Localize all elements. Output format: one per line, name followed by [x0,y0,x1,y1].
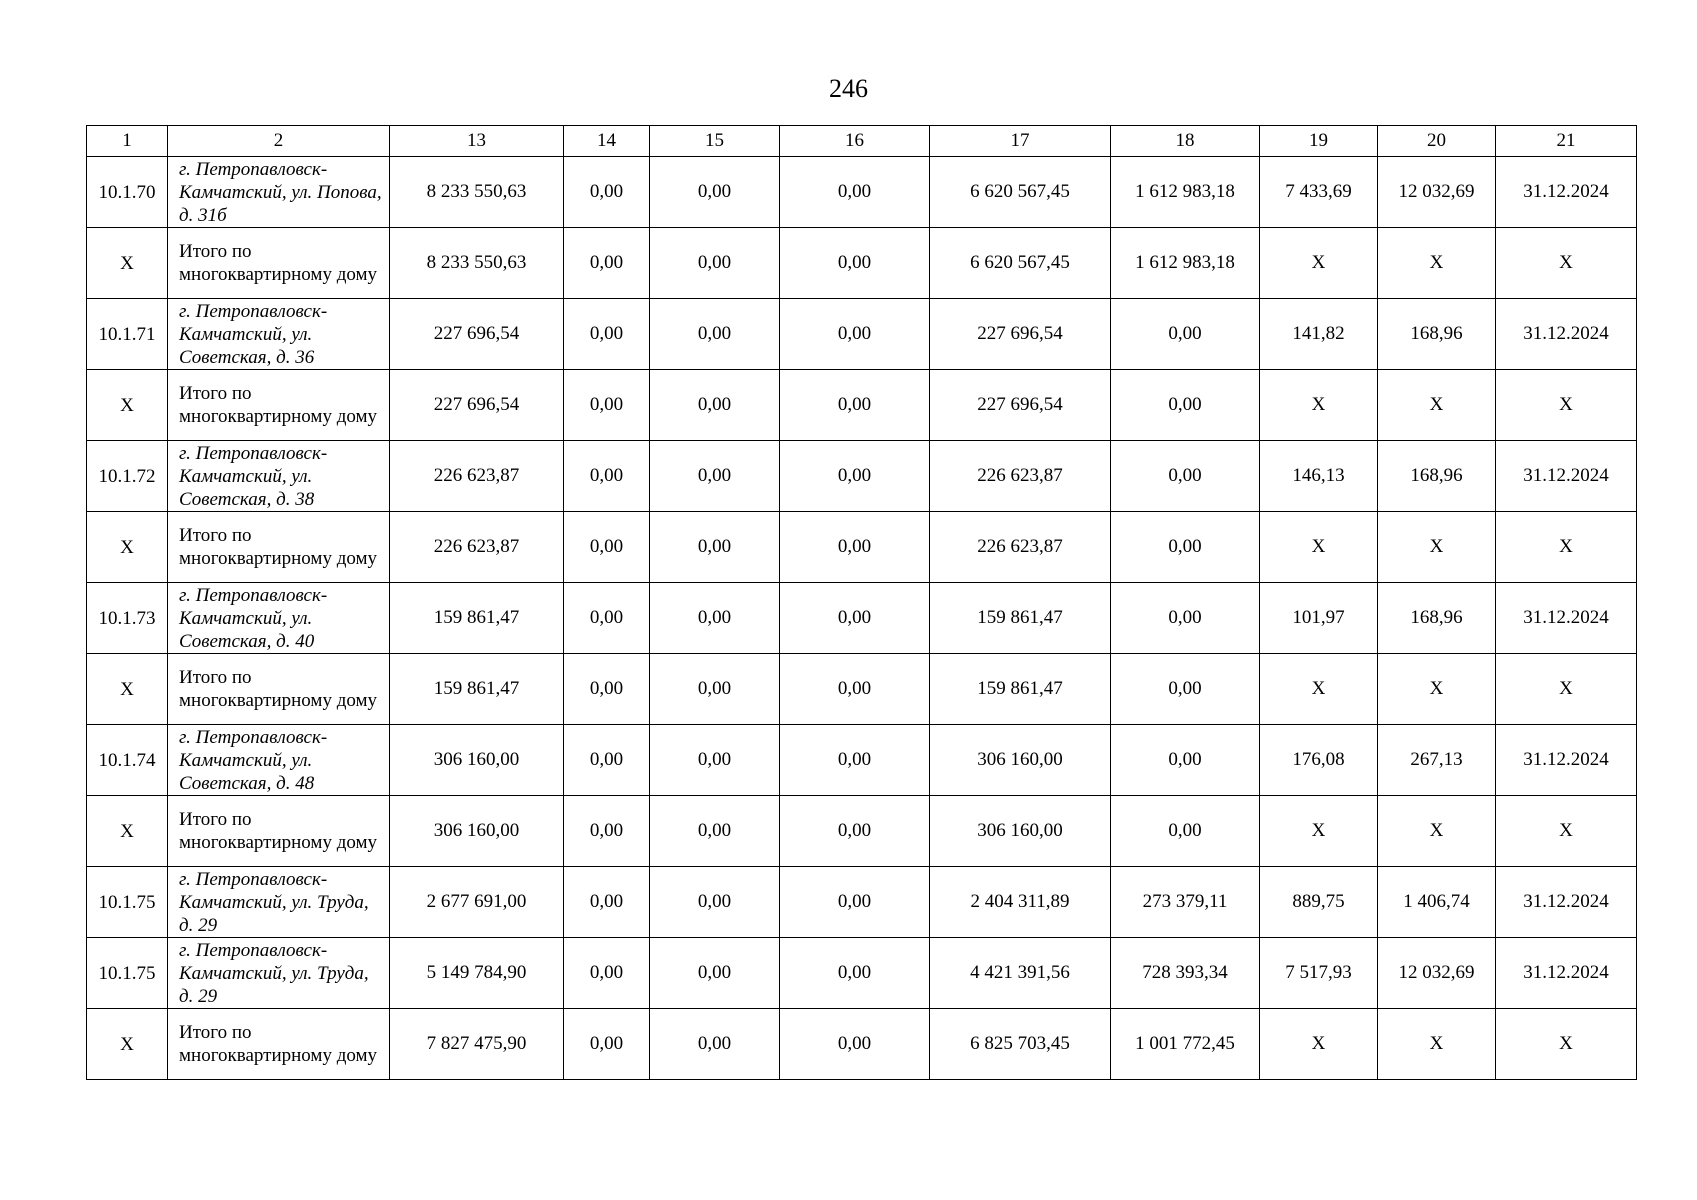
cell-col-1-number: 10.1.74 [87,725,168,796]
cell-col-20: Х [1378,512,1496,583]
cell-col-20: 267,13 [1378,725,1496,796]
cell-col-17: 227 696,54 [930,299,1111,370]
cell-col-1-number: Х [87,512,168,583]
cell-col-18: 0,00 [1111,796,1260,867]
cell-col-18: 0,00 [1111,299,1260,370]
cell-col-14: 0,00 [564,157,650,228]
cell-col-13: 5 149 784,90 [390,938,564,1009]
cell-col-18: 0,00 [1111,512,1260,583]
cell-col-14: 0,00 [564,228,650,299]
cell-col-14: 0,00 [564,867,650,938]
cell-col-13: 226 623,87 [390,441,564,512]
cell-col-20: 12 032,69 [1378,938,1496,1009]
header-cell-col-17: 17 [930,126,1111,157]
header-cell-col-13: 13 [390,126,564,157]
cell-col-2-address: Итого по многоквартирному дому [168,796,390,867]
cell-col-21: 31.12.2024 [1496,157,1637,228]
table-row [87,299,1637,370]
cell-col-14: 0,00 [564,441,650,512]
cell-col-13: 306 160,00 [390,725,564,796]
cell-col-16: 0,00 [780,583,930,654]
header-cell-col-21: 21 [1496,126,1637,157]
cell-col-2-address: г. Петропавловск-Камчатский, ул. Труда, д. 29 [168,938,390,1009]
cell-col-14: 0,00 [564,938,650,1009]
cell-col-2-address: г. Петропавловск-Камчатский, ул. Советская, д. 48 [168,725,390,796]
cell-col-1-number: 10.1.75 [87,867,168,938]
table-row [87,725,1637,796]
total-row [87,228,1637,299]
cell-col-18: 1 612 983,18 [1111,157,1260,228]
header-cell-col-16: 16 [780,126,930,157]
total-row [87,512,1637,583]
cell-col-17: 226 623,87 [930,512,1111,583]
cell-col-16: 0,00 [780,512,930,583]
cell-col-13: 226 623,87 [390,512,564,583]
cell-col-13: 227 696,54 [390,299,564,370]
cell-col-15: 0,00 [650,1009,780,1080]
data-table [86,125,1637,1080]
cell-col-17: 159 861,47 [930,583,1111,654]
cell-col-14: 0,00 [564,725,650,796]
cell-col-13: 159 861,47 [390,583,564,654]
cell-col-17: 6 620 567,45 [930,157,1111,228]
cell-col-19: Х [1260,796,1378,867]
cell-col-1-number: 10.1.73 [87,583,168,654]
cell-col-2-address: г. Петропавловск-Камчатский, ул. Советская, д. 40 [168,583,390,654]
cell-col-1-number: Х [87,796,168,867]
cell-col-17: 306 160,00 [930,796,1111,867]
cell-col-17: 159 861,47 [930,654,1111,725]
cell-col-19: 146,13 [1260,441,1378,512]
cell-col-1-number: Х [87,654,168,725]
cell-col-13: 159 861,47 [390,654,564,725]
total-row [87,796,1637,867]
cell-col-20: Х [1378,1009,1496,1080]
cell-col-20: 168,96 [1378,299,1496,370]
cell-col-18: 1 001 772,45 [1111,1009,1260,1080]
cell-col-21: Х [1496,796,1637,867]
cell-col-21: 31.12.2024 [1496,441,1637,512]
cell-col-20: 168,96 [1378,583,1496,654]
cell-col-18: 0,00 [1111,441,1260,512]
cell-col-21: 31.12.2024 [1496,938,1637,1009]
header-cell-col-15: 15 [650,126,780,157]
header-cell-col-20: 20 [1378,126,1496,157]
cell-col-15: 0,00 [650,796,780,867]
cell-col-18: 728 393,34 [1111,938,1260,1009]
cell-col-17: 6 825 703,45 [930,1009,1111,1080]
total-row [87,370,1637,441]
cell-col-16: 0,00 [780,796,930,867]
cell-col-19: Х [1260,1009,1378,1080]
cell-col-15: 0,00 [650,938,780,1009]
cell-col-17: 306 160,00 [930,725,1111,796]
cell-col-15: 0,00 [650,725,780,796]
cell-col-20: 12 032,69 [1378,157,1496,228]
cell-col-20: Х [1378,796,1496,867]
cell-col-19: Х [1260,370,1378,441]
cell-col-14: 0,00 [564,796,650,867]
cell-col-17: 2 404 311,89 [930,867,1111,938]
cell-col-1-number: Х [87,1009,168,1080]
cell-col-20: Х [1378,228,1496,299]
cell-col-16: 0,00 [780,867,930,938]
cell-col-15: 0,00 [650,299,780,370]
total-row [87,654,1637,725]
header-cell-col-1-number: 1 [87,126,168,157]
cell-col-18: 1 612 983,18 [1111,228,1260,299]
cell-col-13: 306 160,00 [390,796,564,867]
cell-col-21: Х [1496,512,1637,583]
header-cell-col-19: 19 [1260,126,1378,157]
cell-col-2-address: Итого по многоквартирному дому [168,1009,390,1080]
cell-col-17: 227 696,54 [930,370,1111,441]
cell-col-21: Х [1496,1009,1637,1080]
cell-col-1-number: Х [87,370,168,441]
table-row [87,157,1637,228]
cell-col-19: 176,08 [1260,725,1378,796]
cell-col-2-address: г. Петропавловск-Камчатский, ул. Советская, д. 38 [168,441,390,512]
header-cell-col-2-address: 2 [168,126,390,157]
cell-col-20: Х [1378,370,1496,441]
cell-col-21: Х [1496,654,1637,725]
cell-col-17: 6 620 567,45 [930,228,1111,299]
cell-col-1-number: 10.1.70 [87,157,168,228]
cell-col-20: 1 406,74 [1378,867,1496,938]
table-row [87,867,1637,938]
cell-col-2-address: г. Петропавловск-Камчатский, ул. Труда, д. 29 [168,867,390,938]
cell-col-21: 31.12.2024 [1496,867,1637,938]
cell-col-15: 0,00 [650,512,780,583]
cell-col-16: 0,00 [780,654,930,725]
header-cell-col-14: 14 [564,126,650,157]
table-row [87,441,1637,512]
cell-col-13: 227 696,54 [390,370,564,441]
cell-col-17: 4 421 391,56 [930,938,1111,1009]
cell-col-19: 101,97 [1260,583,1378,654]
cell-col-14: 0,00 [564,1009,650,1080]
cell-col-16: 0,00 [780,370,930,441]
cell-col-13: 8 233 550,63 [390,157,564,228]
cell-col-20: Х [1378,654,1496,725]
cell-col-16: 0,00 [780,157,930,228]
cell-col-1-number: 10.1.72 [87,441,168,512]
cell-col-18: 0,00 [1111,725,1260,796]
cell-col-15: 0,00 [650,583,780,654]
cell-col-14: 0,00 [564,512,650,583]
cell-col-18: 0,00 [1111,583,1260,654]
cell-col-15: 0,00 [650,228,780,299]
header-row [87,126,1637,157]
cell-col-2-address: г. Петропавловск-Камчатский, ул. Советская, д. 36 [168,299,390,370]
cell-col-19: Х [1260,228,1378,299]
cell-col-16: 0,00 [780,299,930,370]
table-row [87,938,1637,1009]
cell-col-15: 0,00 [650,441,780,512]
cell-col-2-address: Итого по многоквартирному дому [168,370,390,441]
cell-col-14: 0,00 [564,370,650,441]
cell-col-19: 7 517,93 [1260,938,1378,1009]
header-cell-col-18: 18 [1111,126,1260,157]
table-body [87,126,1637,1080]
page-number: 246 [829,74,868,103]
cell-col-20: 168,96 [1378,441,1496,512]
cell-col-19: Х [1260,512,1378,583]
cell-col-19: 141,82 [1260,299,1378,370]
cell-col-1-number: 10.1.71 [87,299,168,370]
cell-col-14: 0,00 [564,299,650,370]
cell-col-14: 0,00 [564,583,650,654]
cell-col-18: 0,00 [1111,370,1260,441]
cell-col-2-address: Итого по многоквартирному дому [168,654,390,725]
cell-col-15: 0,00 [650,654,780,725]
cell-col-21: 31.12.2024 [1496,725,1637,796]
cell-col-13: 8 233 550,63 [390,228,564,299]
cell-col-21: 31.12.2024 [1496,583,1637,654]
cell-col-2-address: г. Петропавловск-Камчатский, ул. Попова, д. 31б [168,157,390,228]
cell-col-18: 273 379,11 [1111,867,1260,938]
cell-col-16: 0,00 [780,441,930,512]
cell-col-15: 0,00 [650,370,780,441]
cell-col-18: 0,00 [1111,654,1260,725]
cell-col-21: 31.12.2024 [1496,299,1637,370]
cell-col-13: 7 827 475,90 [390,1009,564,1080]
cell-col-19: 889,75 [1260,867,1378,938]
cell-col-1-number: Х [87,228,168,299]
cell-col-16: 0,00 [780,1009,930,1080]
table-row [87,583,1637,654]
cell-col-2-address: Итого по многоквартирному дому [168,512,390,583]
cell-col-21: Х [1496,228,1637,299]
cell-col-1-number: 10.1.75 [87,938,168,1009]
cell-col-14: 0,00 [564,654,650,725]
cell-col-13: 2 677 691,00 [390,867,564,938]
cell-col-17: 226 623,87 [930,441,1111,512]
cell-col-16: 0,00 [780,228,930,299]
cell-col-19: Х [1260,654,1378,725]
cell-col-16: 0,00 [780,725,930,796]
cell-col-15: 0,00 [650,867,780,938]
cell-col-15: 0,00 [650,157,780,228]
cell-col-19: 7 433,69 [1260,157,1378,228]
total-row [87,1009,1637,1080]
cell-col-16: 0,00 [780,938,930,1009]
cell-col-2-address: Итого по многоквартирному дому [168,228,390,299]
cell-col-21: Х [1496,370,1637,441]
